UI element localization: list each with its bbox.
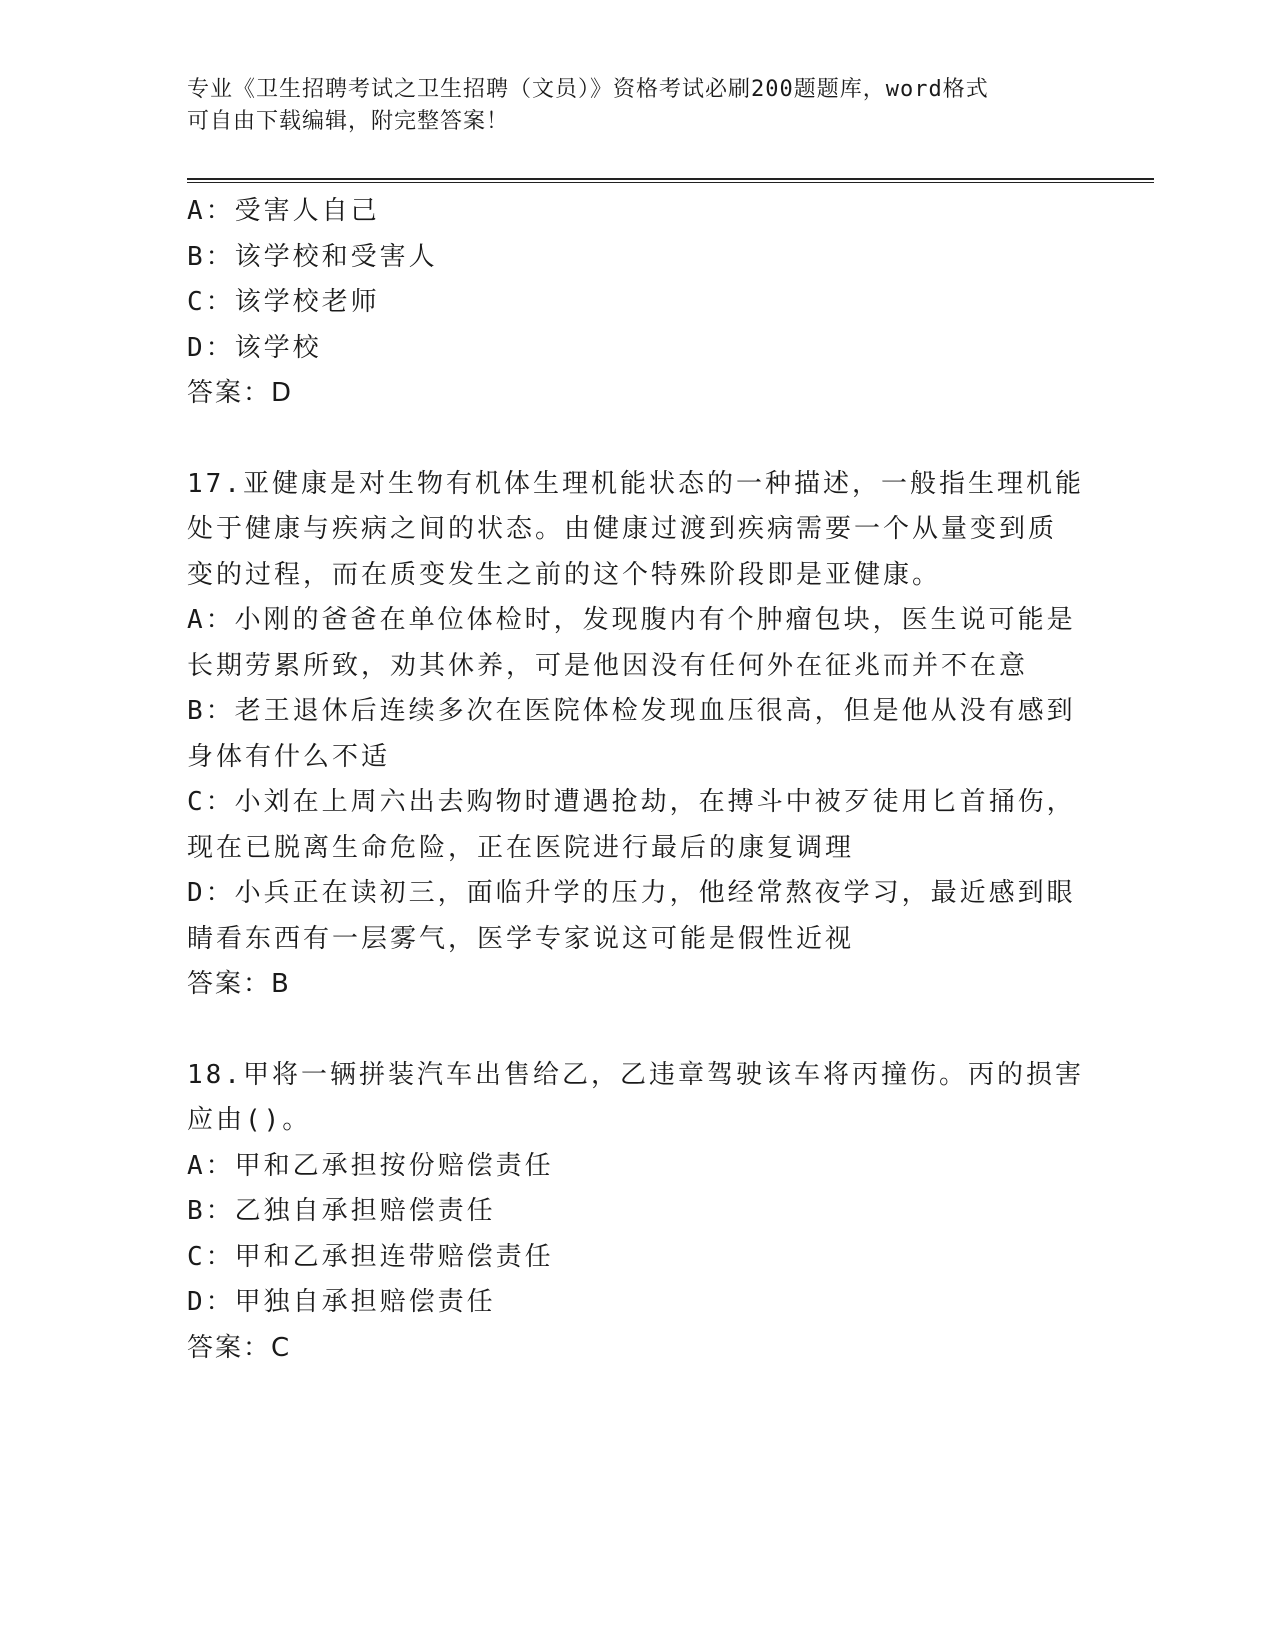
option-b: B：老王退休后连续多次在医院体检发现血压很高，但是他从没有感到	[187, 696, 1076, 726]
question-stem-line: 17.亚健康是对生物有机体生理机能状态的一种描述，一般指生理机能	[187, 468, 1084, 499]
option-b: B：乙独自承担赔偿责任	[187, 1196, 496, 1226]
question-stem-line: 处于健康与疾病之间的状态。由健康过渡到疾病需要一个从量变到质	[187, 514, 1058, 544]
question-17	[187, 462, 1087, 1008]
option-d-continued: 睛看东西有一层雾气，医学专家说这可能是假性近视	[187, 923, 855, 954]
option-b-continued: 身体有什么不适	[187, 741, 391, 772]
answer-line: 答案：C	[187, 1332, 292, 1363]
question-stem-line: 18.甲将一辆拼装汽车出售给乙，乙违章驾驶该车将丙撞伤。丙的损害	[187, 1059, 1084, 1090]
option-c: C：甲和乙承担连带赔偿责任	[187, 1241, 554, 1272]
option-b: B：该学校和受害人	[187, 241, 438, 272]
option-d: D：甲独自承担赔偿责任	[187, 1287, 496, 1317]
document-header	[187, 74, 1067, 138]
option-c-continued: 现在已脱离生命危险，正在医院进行最后的康复调理	[187, 832, 855, 863]
question-content	[187, 189, 1087, 1371]
header-title-line-2: 可自由下载编辑，附完整答案！	[187, 109, 510, 134]
option-c: C：该学校老师	[187, 287, 380, 317]
option-a: A：小刚的爸爸在单位体检时，发现腹内有个肿瘤包块，医生说可能是	[187, 605, 1076, 635]
option-a: A：甲和乙承担按份赔偿责任	[187, 1150, 554, 1181]
option-d: D：该学校	[187, 332, 322, 363]
question-16	[187, 189, 1087, 417]
question-spacer	[187, 417, 1087, 462]
option-a: A：受害人自己	[187, 196, 380, 226]
question-stem-line: 变的过程，而在质变发生之前的这个特殊阶段即是亚健康。	[187, 559, 942, 590]
question-stem-line: 应由()。	[187, 1105, 312, 1135]
question-18	[187, 1053, 1087, 1372]
answer-line: 答案：B	[187, 969, 291, 999]
option-a-continued: 长期劳累所致，劝其休养，可是他因没有任何外在征兆而并不在意	[187, 650, 1029, 681]
header-divider	[187, 178, 1154, 183]
header-title-line-1: 专业《卫生招聘考试之卫生招聘（文员）》资格考试必刷200题题库，word格式	[187, 77, 989, 102]
question-spacer	[187, 1008, 1087, 1053]
answer-line: 答案：D	[187, 378, 294, 408]
option-c: C：小刘在上周六出去购物时遭遇抢劫，在搏斗中被歹徒用匕首捅伤，	[187, 787, 1076, 817]
option-d: D：小兵正在读初三，面临升学的压力，他经常熬夜学习，最近感到眼	[187, 878, 1076, 908]
